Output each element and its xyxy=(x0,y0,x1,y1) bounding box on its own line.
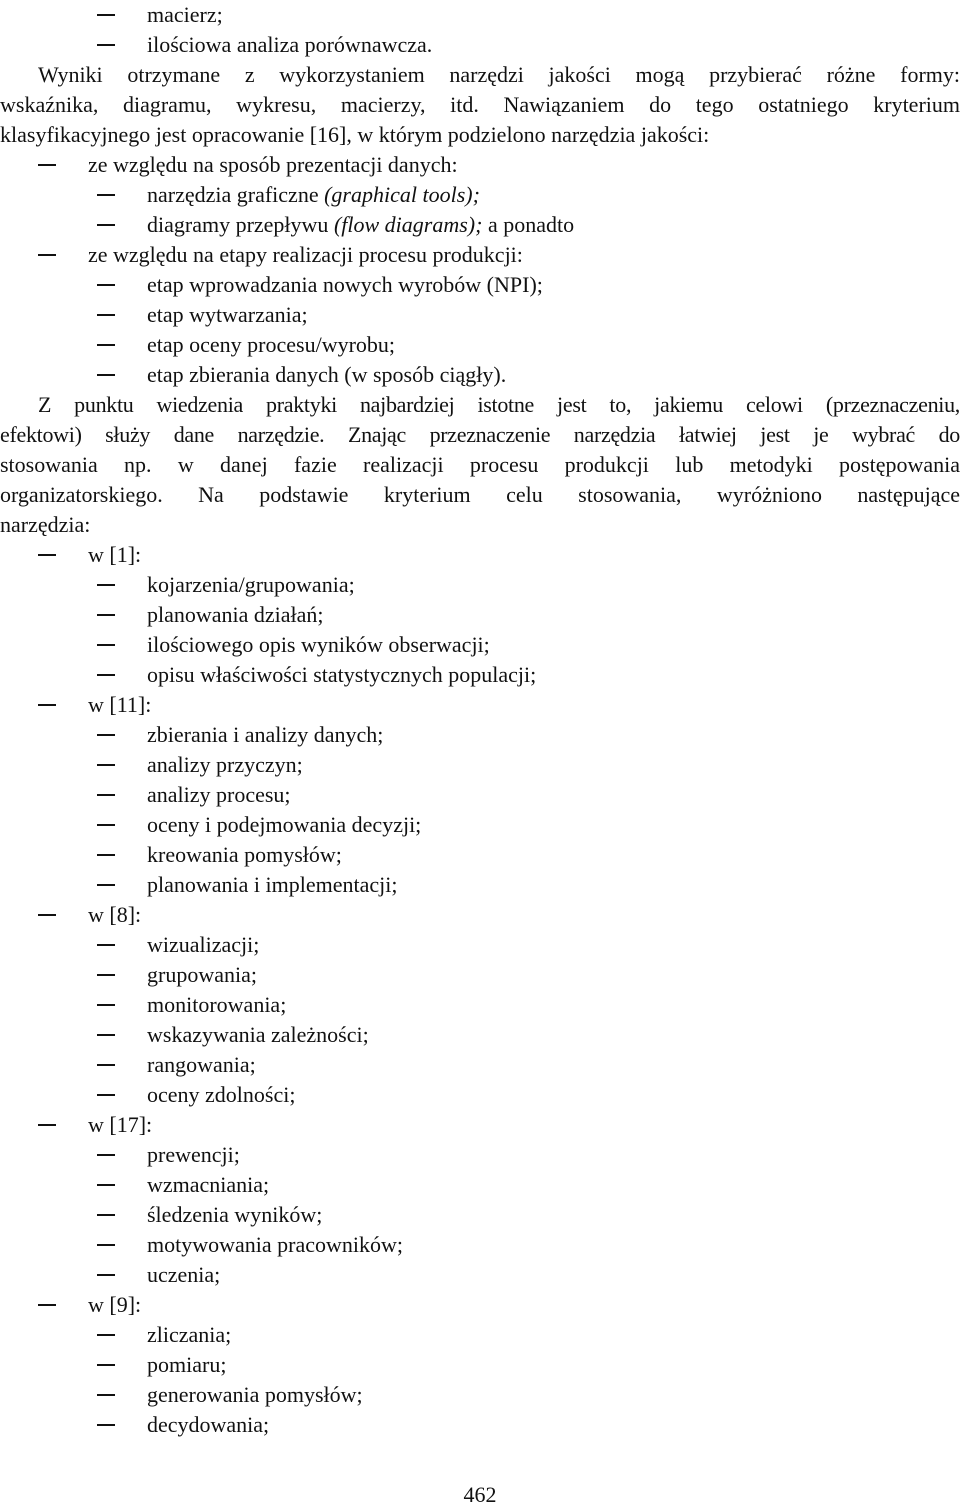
item-tail-text: a ponadto xyxy=(482,212,575,237)
item-text: narzędzia graficzne xyxy=(147,182,325,207)
dash-bullet xyxy=(97,194,115,196)
list-item xyxy=(0,0,960,30)
list-item-text: kojarzenia/grupowania; xyxy=(147,572,355,597)
list-item xyxy=(0,660,960,690)
paragraph-line xyxy=(0,390,960,420)
dash-bullet xyxy=(97,14,115,16)
list-item xyxy=(0,990,960,1020)
list-item-text: monitorowania; xyxy=(147,992,287,1017)
list-item xyxy=(0,600,960,630)
item-italic-term: (graphical tools); xyxy=(324,182,480,207)
paragraph-line xyxy=(0,480,960,510)
group-label: w [17]: xyxy=(88,1112,153,1137)
list-item xyxy=(0,210,960,240)
list-item-text: śledzenia wyników; xyxy=(147,1202,323,1227)
list-item xyxy=(0,300,960,330)
list-item xyxy=(0,1050,960,1080)
list-item xyxy=(0,810,960,840)
paragraph-line xyxy=(0,420,960,450)
dash-bullet xyxy=(97,944,115,946)
dash-bullet xyxy=(97,224,115,226)
dash-bullet xyxy=(97,1004,115,1006)
item-italic-term: (flow diagrams); xyxy=(333,212,483,237)
list-item-text: ilościowa analiza porównawcza. xyxy=(147,32,433,57)
list-item xyxy=(0,1410,960,1440)
list-item xyxy=(0,1080,960,1110)
list-item-text: wzmacniania; xyxy=(147,1172,270,1197)
paragraph-text: stosowania np. w danej fazie realizacji procesu produkcji lub metodyki postępowania xyxy=(0,452,960,477)
list-item-text: prewencji; xyxy=(147,1142,240,1167)
dash-bullet xyxy=(97,644,115,646)
group-label: w [8]: xyxy=(88,902,142,927)
list-item-text: wizualizacji; xyxy=(147,932,260,957)
list-item xyxy=(0,870,960,900)
list-item-text: ilościowego opis wyników obserwacji; xyxy=(147,632,490,657)
dash-bullet xyxy=(97,1364,115,1366)
list-item-text: generowania pomysłów; xyxy=(147,1382,363,1407)
list-item xyxy=(0,1170,960,1200)
list-item xyxy=(0,750,960,780)
dash-bullet xyxy=(97,1094,115,1096)
paragraph-text: organizatorskiego. Na podstawie kryterium celu stosowania, wyróżniono następujące xyxy=(0,482,960,507)
list-item xyxy=(0,270,960,300)
list-item-text: kreowania pomysłów; xyxy=(147,842,342,867)
list-item-text: opisu właściwości statystycznych populacji; xyxy=(147,662,537,687)
group-heading xyxy=(0,540,960,570)
list-item xyxy=(0,240,960,270)
list-item-text: pomiaru; xyxy=(147,1352,227,1377)
dash-bullet xyxy=(97,1274,115,1276)
list-item xyxy=(0,1260,960,1290)
list-item-text: wskazywania zależności; xyxy=(147,1022,369,1047)
dash-bullet xyxy=(97,1034,115,1036)
paragraph-text: narzędzia: xyxy=(0,512,91,537)
list-item-text: planowania i implementacji; xyxy=(147,872,398,897)
list-item xyxy=(0,1380,960,1410)
group-label: w [11]: xyxy=(88,692,152,717)
paragraph-text: wskaźnika, diagramu, wykresu, macierzy, itd. Nawiązaniem do tego ostatniego kryterium xyxy=(0,92,960,117)
list-item xyxy=(0,1200,960,1230)
list-item xyxy=(0,30,960,60)
list-item xyxy=(0,1140,960,1170)
list-item-text: etap oceny procesu/wyrobu; xyxy=(147,332,396,357)
list-item xyxy=(0,630,960,660)
dash-bullet xyxy=(97,824,115,826)
dash-bullet xyxy=(97,1064,115,1066)
dash-bullet xyxy=(97,344,115,346)
dash-bullet xyxy=(97,734,115,736)
list-item xyxy=(0,780,960,810)
list-item xyxy=(0,1020,960,1050)
list-item-text: analizy procesu; xyxy=(147,782,291,807)
list-item-text xyxy=(147,210,574,240)
list-item xyxy=(0,180,960,210)
list-item xyxy=(0,570,960,600)
list-item-text xyxy=(147,180,480,210)
group-label: w [1]: xyxy=(88,542,142,567)
dash-bullet xyxy=(97,284,115,286)
item-text: diagramy przepływu xyxy=(147,212,334,237)
list-item-text: decydowania; xyxy=(147,1412,270,1437)
list-item xyxy=(0,930,960,960)
dash-bullet xyxy=(97,44,115,46)
list-item-text: zliczania; xyxy=(147,1322,232,1347)
list-item xyxy=(0,840,960,870)
list-item xyxy=(0,330,960,360)
page-number: 462 xyxy=(463,1482,497,1507)
list-item xyxy=(0,960,960,990)
list-item-text: uczenia; xyxy=(147,1262,221,1287)
dash-bullet xyxy=(97,1244,115,1246)
dash-bullet xyxy=(97,584,115,586)
dash-bullet xyxy=(97,794,115,796)
paragraph-line xyxy=(0,510,960,540)
dash-bullet xyxy=(97,614,115,616)
list-item-text: macierz; xyxy=(147,2,223,27)
list-item-text: etap zbierania danych (w sposób ciągły). xyxy=(147,362,507,387)
list-item xyxy=(0,360,960,390)
list-item-text: analizy przyczyn; xyxy=(147,752,303,777)
group-label: w [9]: xyxy=(88,1292,142,1317)
paragraph-text: Z punktu wiedzenia praktyki najbardziej istotne jest to, jakiemu celowi (przeznaczeniu, xyxy=(38,392,960,417)
dash-bullet xyxy=(97,1214,115,1216)
dash-bullet xyxy=(97,674,115,676)
group-heading xyxy=(0,1290,960,1320)
dash-bullet xyxy=(97,974,115,976)
paragraph-text: klasyfikacyjnego jest opracowanie [16], w którym podzielono narzędzia jakości: xyxy=(0,122,710,147)
dash-bullet xyxy=(97,1154,115,1156)
list-item xyxy=(0,720,960,750)
group-heading xyxy=(0,690,960,720)
dash-bullet xyxy=(97,374,115,376)
list-item-text: oceny zdolności; xyxy=(147,1082,296,1107)
dash-bullet xyxy=(97,1394,115,1396)
dash-bullet xyxy=(97,314,115,316)
list-item-text: etap wytwarzania; xyxy=(147,302,308,327)
list-item xyxy=(0,1350,960,1380)
list-item xyxy=(0,1320,960,1350)
paragraph-line xyxy=(0,450,960,480)
dash-bullet xyxy=(97,1184,115,1186)
paragraph-line xyxy=(0,120,960,150)
dash-bullet xyxy=(97,764,115,766)
dash-bullet xyxy=(97,1334,115,1336)
list-item-text: etap wprowadzania nowych wyrobów (NPI); xyxy=(147,272,543,297)
dash-bullet xyxy=(97,854,115,856)
list-item-text: oceny i podejmowania decyzji; xyxy=(147,812,422,837)
list-item-text: motywowania pracowników; xyxy=(147,1232,403,1257)
dash-bullet xyxy=(38,254,56,256)
list-item-text: planowania działań; xyxy=(147,602,324,627)
list-item xyxy=(0,1230,960,1260)
list-item-text: ze względu na etapy realizacji procesu produkcji: xyxy=(88,242,523,267)
dash-bullet xyxy=(38,1124,56,1126)
group-heading xyxy=(0,900,960,930)
list-item-text: grupowania; xyxy=(147,962,257,987)
paragraph-line xyxy=(0,60,960,90)
dash-bullet xyxy=(38,704,56,706)
dash-bullet xyxy=(38,914,56,916)
paragraph-text: efektowi) służy dane narzędzie. Znając przeznaczenie narzędzia łatwiej jest je wybrać do xyxy=(0,422,960,447)
paragraph-text: Wyniki otrzymane z wykorzystaniem narzędzi jakości mogą przybierać różne formy: xyxy=(38,62,960,87)
group-heading xyxy=(0,1110,960,1140)
dash-bullet xyxy=(97,884,115,886)
dash-bullet xyxy=(38,554,56,556)
dash-bullet xyxy=(38,1304,56,1306)
dash-bullet xyxy=(38,164,56,166)
list-item-text: zbierania i analizy danych; xyxy=(147,722,384,747)
list-item-text: rangowania; xyxy=(147,1052,256,1077)
paragraph-line xyxy=(0,90,960,120)
list-item xyxy=(0,150,960,180)
dash-bullet xyxy=(97,1424,115,1426)
list-item-text: ze względu na sposób prezentacji danych: xyxy=(88,152,458,177)
